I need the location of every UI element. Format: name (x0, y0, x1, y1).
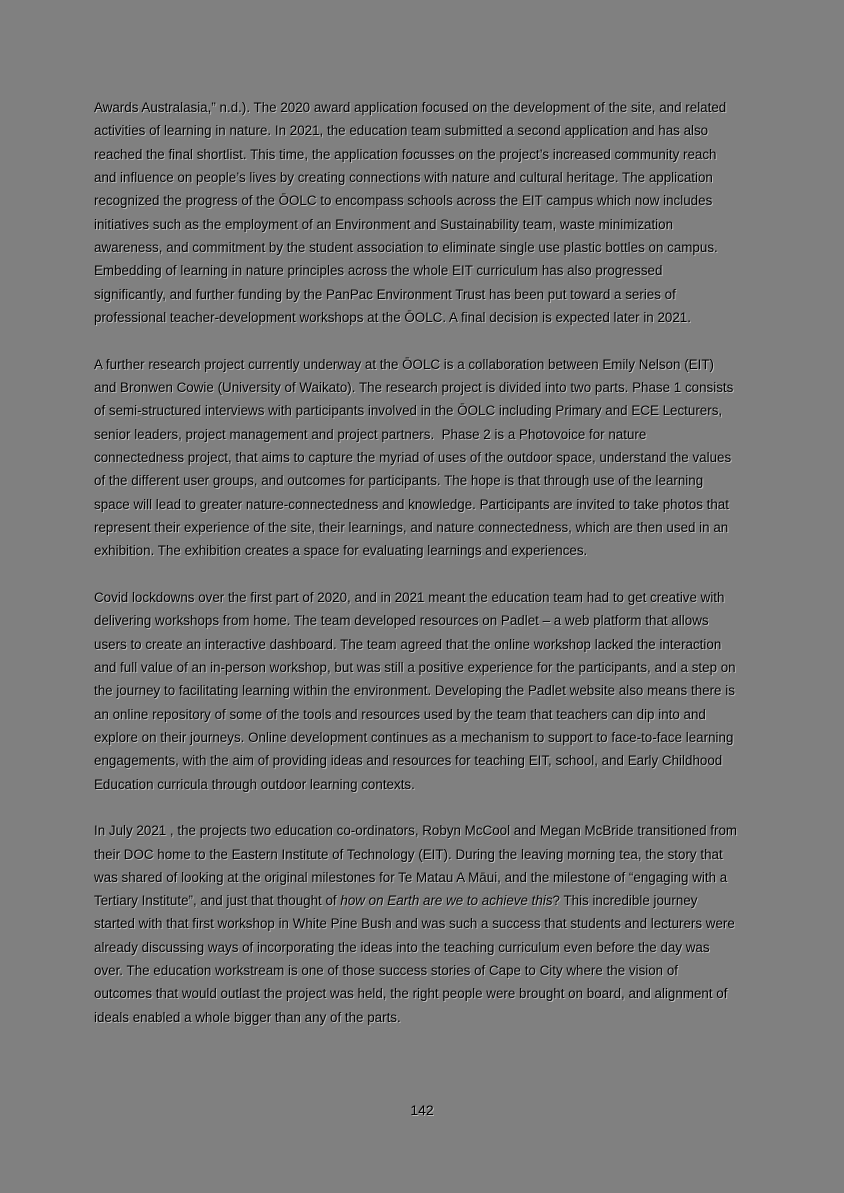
text-line: and influence on people’s lives by creating connections with nature and cultural heritage. The application (94, 169, 713, 185)
text-line: and full value of an in-person workshop, but was still a positive experience for the participants, and a step on (94, 659, 736, 675)
text-line: exhibition. The exhibition creates a space for evaluating learnings and experiences. (94, 543, 588, 559)
text-line: already discussing ways of incorporating the ideas into the teaching curriculum even before the day was (94, 939, 710, 955)
text-line: connectedness project, that aims to capture the myriad of uses of the outdoor space, understand the values (94, 449, 732, 465)
text-line: started with that first workshop in White Pine Bush and was such a success that students and lecturers were (94, 916, 735, 932)
text-line: awareness, and commitment by the student association to eliminate single use plastic bottles on campus. (94, 239, 718, 255)
text-line: Covid lockdowns over the first part of 2020, and in 2021 meant the education team had to get creative with (94, 589, 725, 605)
text-line (94, 889, 784, 912)
text-line: and Bronwen Cowie (University of Waikato). The research project is divided into two parts. Phase 1 consists (94, 379, 734, 395)
text-line: their DOC home to the Eastern Institute of Technology (EIT). During the leaving morning tea, the story that (94, 846, 723, 862)
text-line: senior leaders, project management and project partners. Phase 2 is a Photovoice for nature (94, 426, 647, 442)
text-line: A further research project currently underway at the ŌOLC is a collaboration between Emily Nelson (EIT) (94, 356, 714, 372)
text-line: recognized the progress of the ŌOLC to encompass schools across the EIT campus which now includes (94, 193, 713, 209)
text-line: significantly, and further funding by the PanPac Environment Trust has been put toward a series of (94, 286, 676, 302)
text-line: outcomes that would outlast the project was held, the right people were brought on board, and alignment of (94, 986, 728, 1002)
text-line: the journey to facilitating learning within the environment. Developing the Padlet website also means there is (94, 683, 735, 699)
italic-text: how on Earth are we to achieve this (340, 893, 553, 909)
text-line: explore on their journeys. Online development continues as a mechanism to support to face-to-face learning (94, 729, 734, 745)
text-line: users to create an interactive dashboard. The team agreed that the online workshop lacked the interaction (94, 636, 722, 652)
text-line: represent their experience of the site, their learnings, and nature connectedness, which are then used in an (94, 519, 729, 535)
text-line: Education curricula through outdoor learning contexts. (94, 776, 415, 792)
paragraph (94, 96, 784, 329)
text-segment: ? This incredible journey (552, 893, 698, 909)
text-line: initiatives such as the employment of an Environment and Sustainability team, waste minimization (94, 216, 674, 232)
text-line: an online repository of some of the tools and resources used by the team that teachers can dip into and (94, 706, 706, 722)
page-number: 142 (410, 1102, 434, 1118)
text-line: Embedding of learning in nature principles across the whole EIT curriculum has also progressed (94, 263, 663, 279)
text-line: of the different user groups, and outcomes for participants. The hope is that through use of the learning (94, 473, 704, 489)
text-line: of semi-structured interviews with participants involved in the ŌOLC including Primary and ECE Lecturers, (94, 403, 723, 419)
document-body (94, 96, 784, 1029)
text-line: professional teacher-development workshops at the ŌOLC. A final decision is expected later in 2021. (94, 309, 691, 325)
text-line: was shared of looking at the original milestones for Te Matau A Māui, and the milestone of “engaging with a (94, 869, 728, 885)
text-line: engagements, with the aim of providing ideas and resources for teaching EIT, school, and Early Childhood (94, 753, 723, 769)
paragraph (94, 586, 784, 796)
paragraph (94, 819, 784, 1029)
text-line: over. The education workstream is one of those success stories of Cape to City where the vision of (94, 963, 679, 979)
text-line: reached the final shortlist. This time, the application focusses on the project’s increased community reach (94, 146, 717, 162)
text-line: activities of learning in nature. In 2021, the education team submitted a second application and has also (94, 123, 709, 139)
text-line: delivering workshops from home. The team developed resources on Padlet – a web platform that allows (94, 613, 709, 629)
text-line: space will lead to greater nature-connectedness and knowledge. Participants are invited to take photos that (94, 496, 729, 512)
paragraph (94, 353, 784, 563)
text-line: In July 2021 , the projects two education co-ordinators, Robyn McCool and Megan McBride transitioned from (94, 823, 738, 839)
text-line: ideals enabled a whole bigger than any of the parts. (94, 1009, 401, 1025)
text-segment: Tertiary Institute”, and just that thought of (94, 893, 341, 909)
text-line: Awards Australasia,” n.d.). The 2020 award application focused on the development of the site, and related (94, 100, 727, 115)
